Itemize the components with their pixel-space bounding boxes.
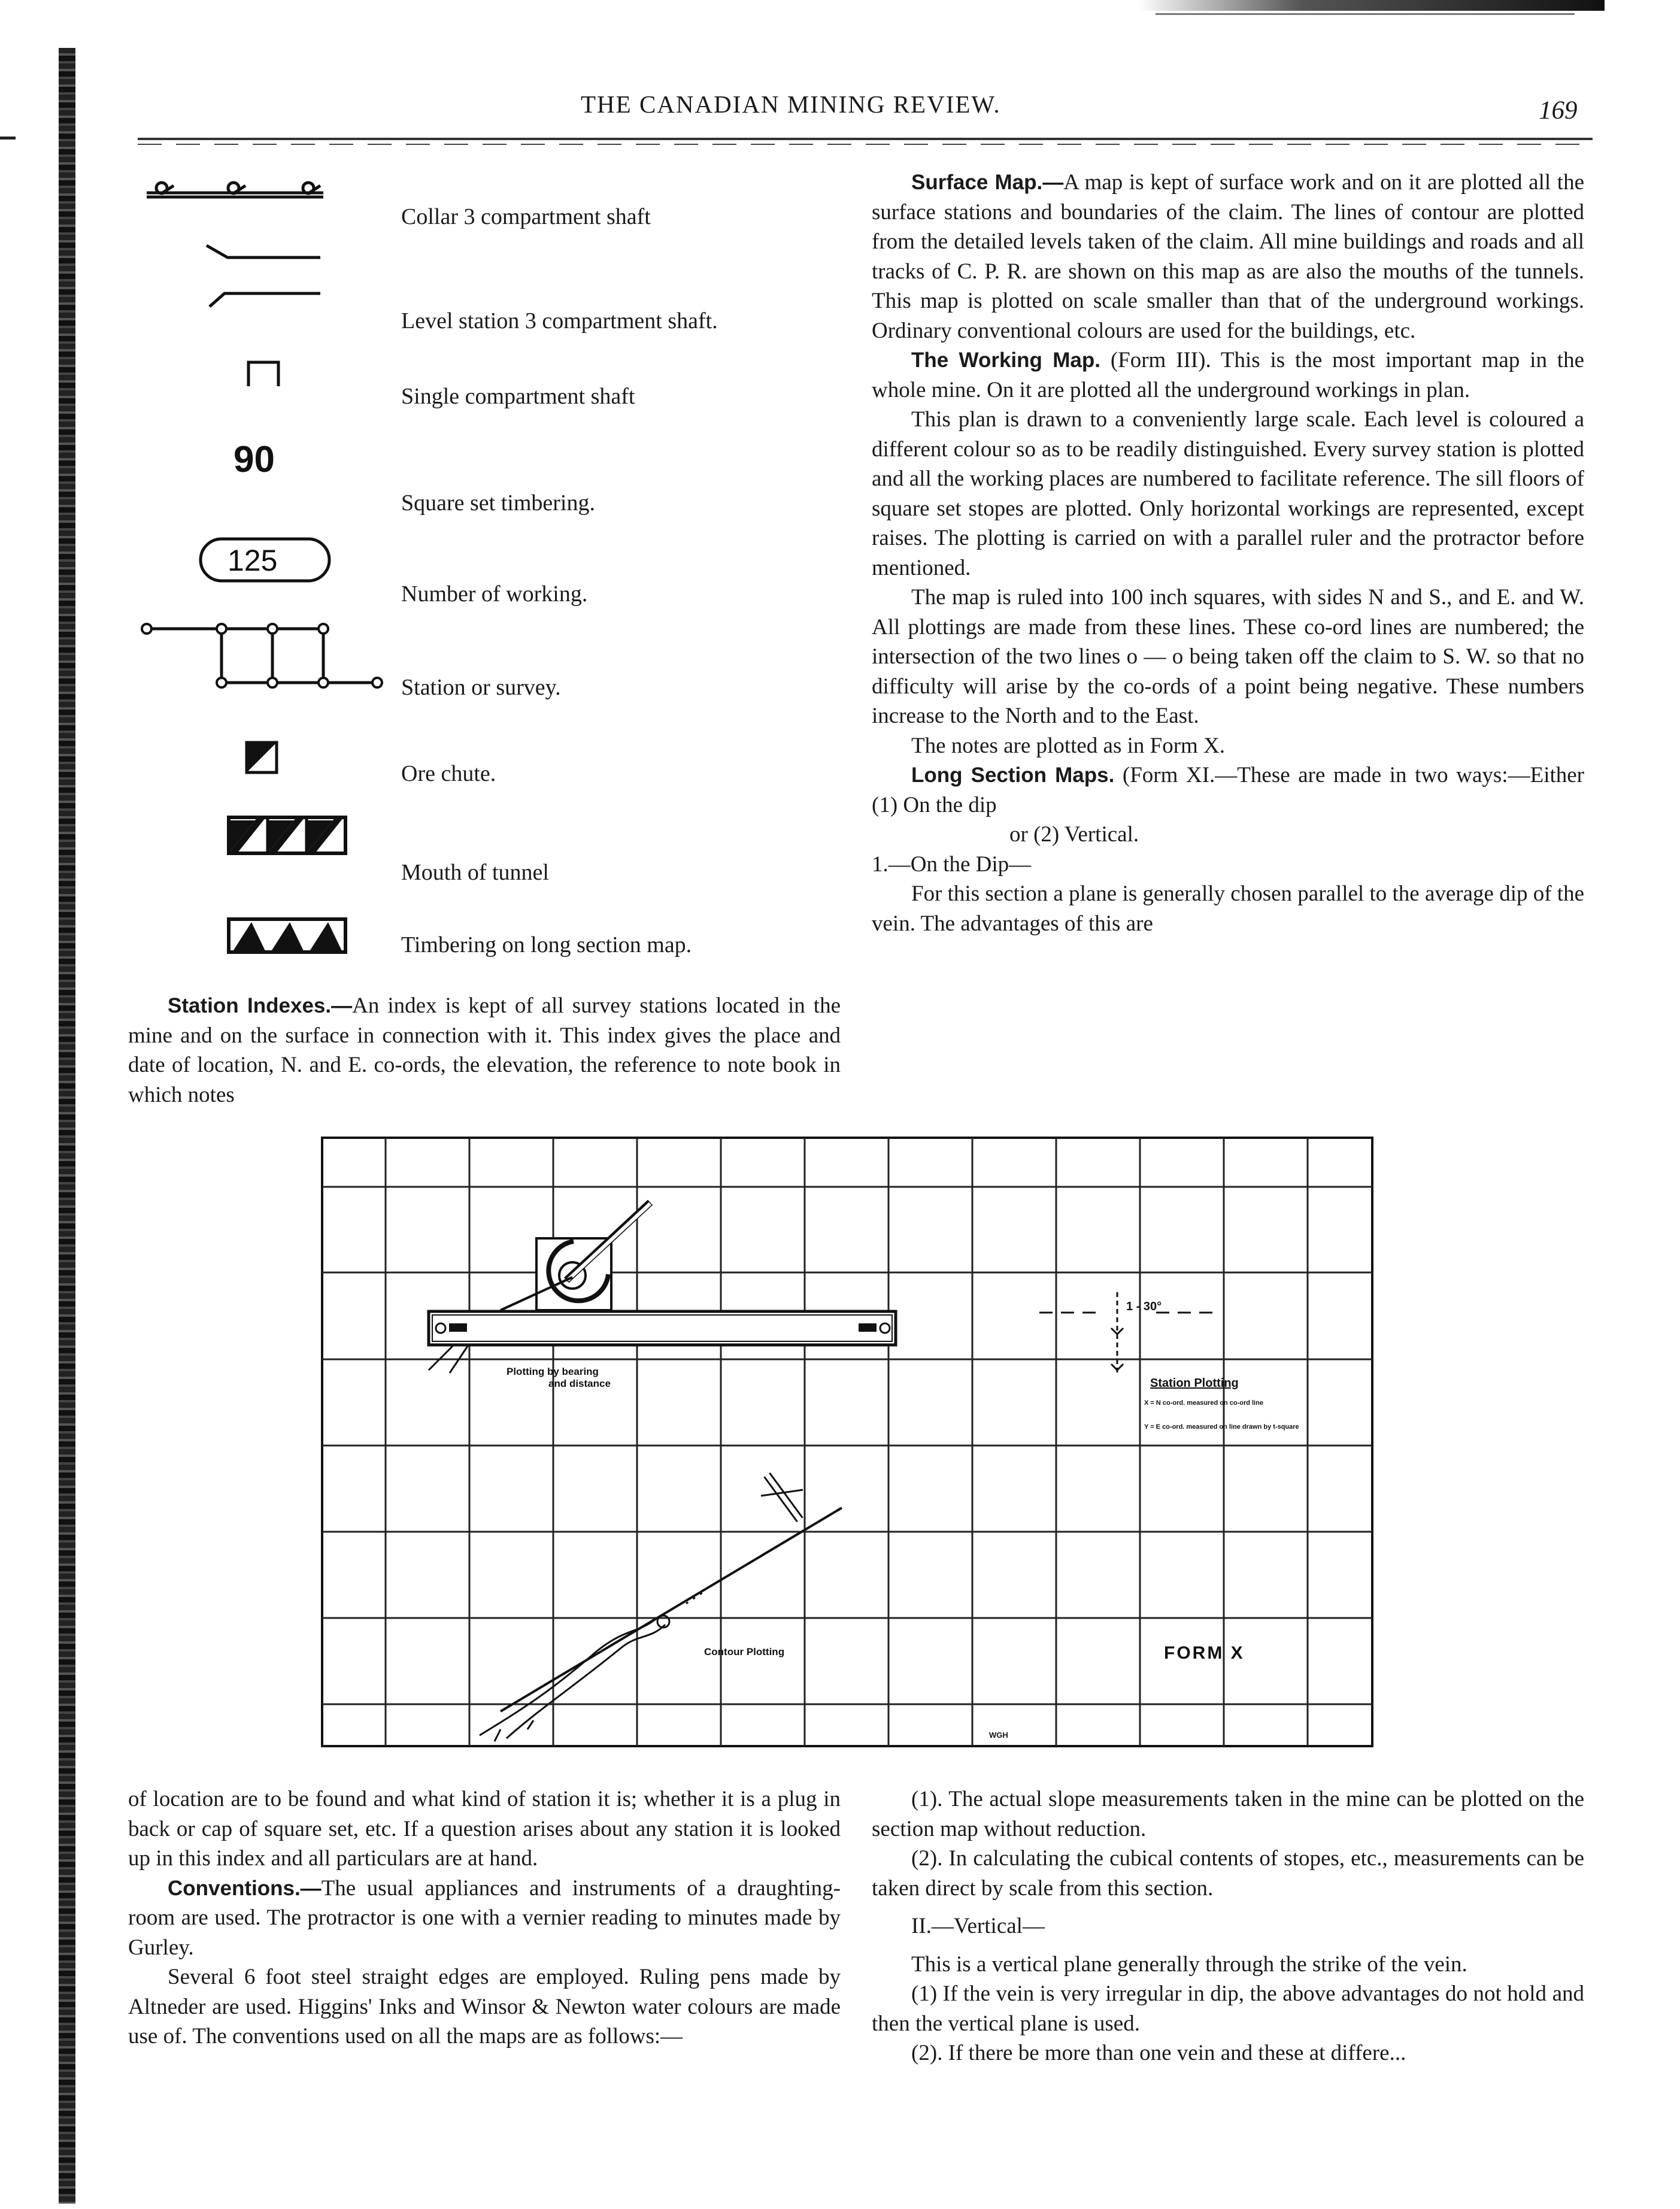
ore-chute-icon [247,743,277,772]
square-set-icon [233,439,275,480]
vertical-heading: II.—Vertical— [911,1914,1045,1938]
legend-label-single-shaft: Single compartment shaft [401,384,635,409]
label-plotting-bearing-2: and distance [548,1378,611,1389]
notes-paragraph: The notes are plotted as in Form X. [911,733,1226,758]
vertical-text: This is a vertical plane generally through the strike of the vein. [911,1952,1467,1977]
legend-label-square-set: Square set timbering. [401,490,595,516]
surface-map-text: A map is kept of surface work and on it are plotted all the surface stations and boundaries of the claim. The lines of contour are plotted from the detailed levels taken of the claim. All mine buildings and roads and all tracks of C. P. R. are shown on this map as are also the mouths of the tunnels. This map is plotted on scale smaller than that of the underground workings. Ordinary conventional colours are used for the buildings, etc. [872,170,1584,343]
long-section-text: (Form XI.—These are made in two ways:—Either (1) On the dip [872,763,1584,817]
form-x-figure [321,1137,1373,1747]
station-indexes-section [128,991,841,1110]
legend-label-working-number: Number of working. [401,581,588,607]
ruled-squares-paragraph: The map is ruled into 100 inch squares, with sides N and S., and E. and W. All plottings are made from these lines. These co-ord lines are numbered; the intersection of the two lines o — o being taken off the claim to S. W. so that no difficulty will arise by the co-ords of a point being negative. These numbers increase to the North and to the East. [872,585,1584,728]
working-number-icon [201,539,329,581]
on-the-dip-text: For this section a plane is generally chosen parallel to the average dip of the vein. The advantages of this are [872,881,1585,936]
conventions-heading: Conventions.— [168,1876,322,1900]
dip-advantage-2: (2). In calculating the cubical contents of stopes, etc., measurements can be taken direct by scale from this section. [872,1846,1584,1901]
long-section-timbering-icon [229,919,345,952]
label-form: FORM X [1164,1643,1245,1663]
conventions-text: The usual appliances and instruments of a draughting-room are used. The protractor is one with a vernier reading to minutes made by Gurley. [128,1875,841,1960]
label-angle: 1 - 30° [1126,1300,1162,1313]
scan-edge-stripe [1138,0,1605,11]
surface-map-heading: Surface Map.— [911,171,1064,194]
legend-label-ore-chute: Ore chute. [401,761,496,786]
working-map-heading: The Working Map. [911,349,1100,372]
square-set-symbol-text: 90 [233,439,275,480]
label-y-coord: Y = E co-ord. measured on line drawn by t-square [1144,1423,1299,1431]
vertical-reason-2: (2). If there be more than one vein and these at differe... [911,2041,1406,2065]
label-station-plotting: Station Plotting [1150,1377,1239,1390]
collar-shaft-icon [147,183,323,197]
label-contour-plotting: Contour Plotting [704,1646,785,1657]
legend-label-survey-station: Station or survey. [401,675,561,700]
scan-edge-line [1156,13,1575,15]
label-plotting-bearing-1: Plotting by bearing [507,1366,599,1377]
legend-symbols [138,180,395,958]
header-rule [138,138,1593,140]
survey-station-icon [142,624,382,687]
header-rule-dashed [138,144,1593,145]
station-indexes-heading: Station Indexes.— [168,994,353,1017]
legend-label-tunnel-mouth: Mouth of tunnel [401,860,549,885]
page-number: 169 [1539,96,1578,125]
dip-advantage-1: (1). The actual slope measurements taken in the mine can be plotted on the section map without reduction. [872,1787,1584,1841]
level-station-icon [207,246,320,307]
working-map-text: (Form III). This is the most important map in the whole mine. On it are plotted all the underground workings in plan. [872,348,1584,402]
station-index-continued: of location are to be found and what kind of station it is; whether it is a plug in back or cap of square set, etc. If a question arises about any station it is looked up in this index and all particulars are at hand. [128,1787,841,1871]
legend-label-collar: Collar 3 compartment shaft [401,204,651,229]
running-header-title: THE CANADIAN MINING REVIEW. [581,90,1001,118]
long-section-or: or (2) Vertical. [1009,822,1139,847]
on-the-dip-heading: 1.—On the Dip— [872,852,1032,877]
label-x-coord: X = N co-ord. measured on co-ord line [1144,1399,1263,1407]
page-binding-edge [59,48,75,2204]
station-indexes-text: An index is kept of all survey stations located in the mine and on the surface in connection with it. This index gives the place and date of location, N. and E. co-ords, the elevation, the reference to note book in which notes [128,993,841,1107]
vertical-reason-1: (1) If the vein is very irregular in dip, the above advantages do not hold and then the vertical plane is used. [872,1981,1584,2036]
legend-label-long-section-timbering: Timbering on long section map. [401,932,692,957]
tunnel-mouth-icon [229,817,345,853]
left-column-bottom [128,1784,841,2052]
scale-paragraph: This plan is drawn to a conveniently large scale. Each level is coloured a different colour so as to be readily distinguished. Every survey station is plotted and all the working places are numbered to facilitate reference. The sill floors of square set stopes are plotted. Only horizontal workings are represented, except raises. The plotting is carried on with a parallel ruler and the protractor before mentioned. [872,407,1584,580]
margin-mark [0,137,16,140]
right-column-bottom [872,1784,1584,2068]
parallel-ruler-drawing [429,1311,896,1373]
working-symbol-text: 125 [228,544,278,577]
straight-edges-paragraph: Several 6 foot steel straight edges are employed. Ruling pens made by Altneder are used. Higgins' Inks and Winsor & Newton water colours are made use of. The conventions used on all the maps are as follows:— [128,1965,841,2049]
legend-label-level-station: Level station 3 compartment shaft. [401,308,718,334]
contour-plotting-drawing [480,1475,842,1741]
long-section-heading: Long Section Maps. [911,763,1115,787]
protractor-drawing [501,1202,650,1310]
single-shaft-icon [248,362,278,386]
right-column-top [872,168,1584,938]
label-initials: WGH [989,1731,1008,1740]
